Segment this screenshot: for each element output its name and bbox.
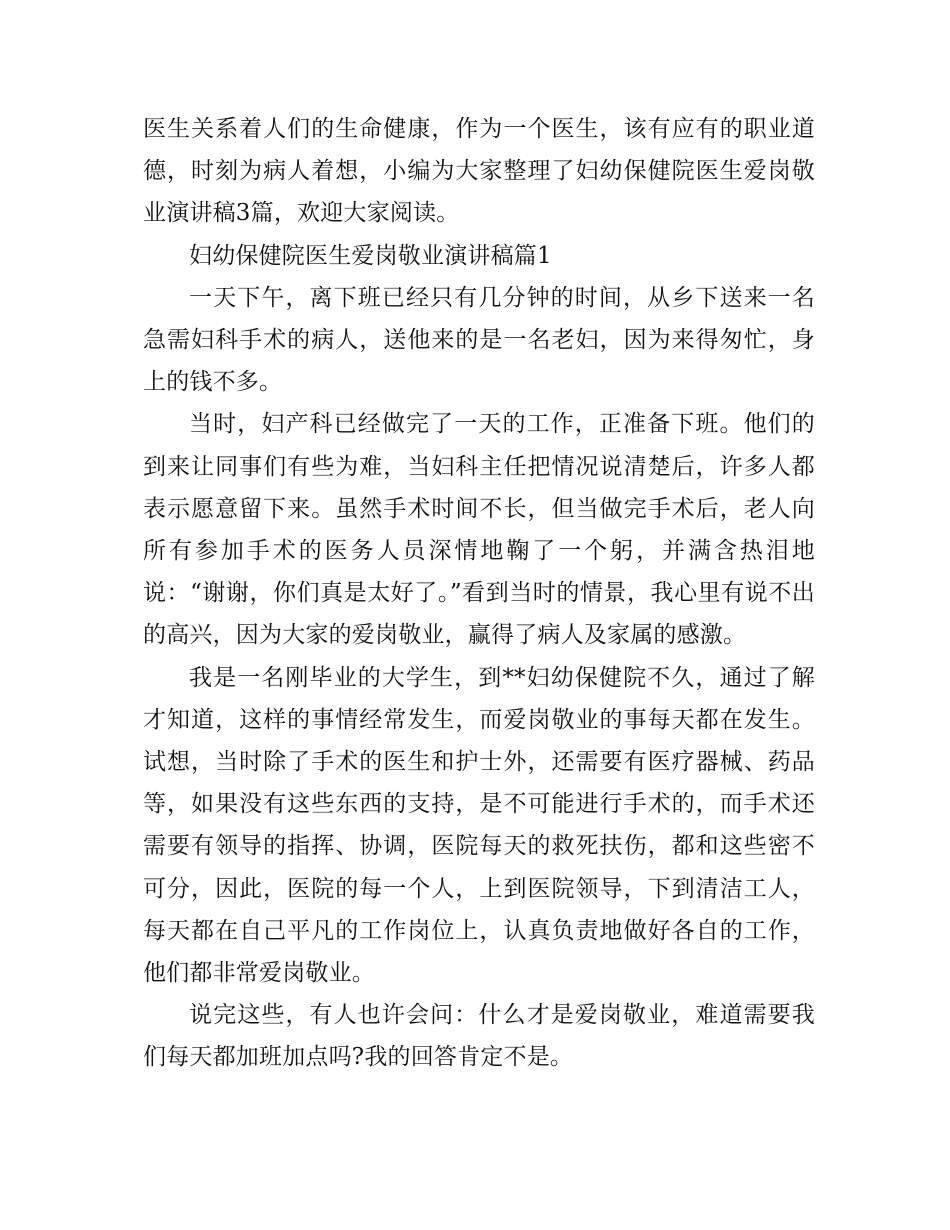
intro-paragraph: 医生关系着人们的生命健康，作为一个医生，该有应有的职业道德，时刻为病人着想，小编为大家整理了妇幼保健院医生爱岗敬业演讲稿3篇，欢迎大家阅读。	[143, 116, 815, 227]
body-paragraph-3: 我是一名刚毕业的大学生，到**妇幼保健院不久，通过了解才知道，这样的事情经常发生，而爱岗敬业的事每天都在发生。试想，当时除了手术的医生和护士外，还需要有医疗器械、药品等，如果没有这些东西的支持，是不可能进行手术的，而手术还需要有领导的指挥、协调，医院每天的救死扶伤，都和这些密不可分，因此，医院的每一个人，上到医院领导，下到清洁工人，每天都在自己平凡的工作岗位上，认真负责地做好各自的工作，他们都非常爱岗敬业。	[143, 664, 815, 987]
document-body	[143, 108, 815, 1079]
body-paragraph-4: 说完这些，有人也许会问：什么才是爱岗敬业，难道需要我们每天都加班加点吗?我的回答肯定不是。	[143, 1002, 815, 1071]
body-paragraph-2: 当时，妇产科已经做完了一天的工作，正准备下班。他们的到来让同事们有些为难，当妇科主任把情况说清楚后，许多人都表示愿意留下来。虽然手术时间不长，但当做完手术后，老人向所有参加手术的医务人员深情地鞠了一个躬，并满含热泪地说：“谢谢，你们真是太好了。”看到当时的情景，我心里有说不出的高兴，因为大家的爱岗敬业，赢得了病人及家属的感激。	[143, 411, 815, 649]
body-paragraph-1: 一天下午，离下班已经只有几分钟的时间，从乡下送来一名急需妇科手术的病人，送他来的是一名老妇，因为来得匆忙，身上的钱不多。	[143, 284, 815, 396]
section-title: 妇幼保健院医生爱岗敬业演讲稿篇1	[189, 242, 552, 269]
